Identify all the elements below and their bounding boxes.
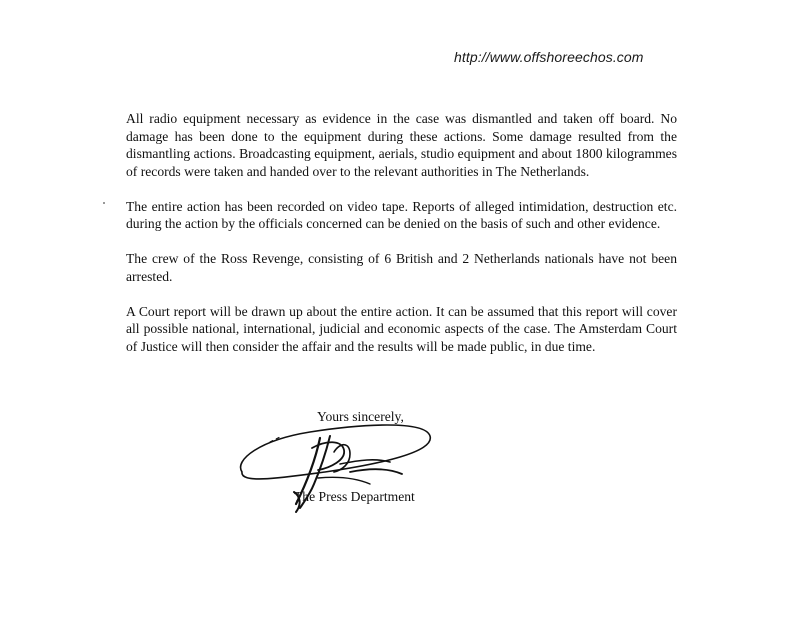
signer-name: The Press Department [294, 489, 415, 504]
scan-speck [103, 202, 105, 204]
paragraph-equipment: All radio equipment necessary as evidence in the case was dismantled and taken off board. No damage has been done to the equipment during these actions. Some damage resulted from the dismantling actions. Broadcasting equipment, aerials, studio equipment and about 1800 kilogrammes of records were taken and handed over to the relevant authorities in The Netherlands. [126, 111, 677, 179]
paragraph-video-tape: The entire action has been recorded on video tape. Reports of alleged intimidation, destruction etc. during the action by the officials concerned can be denied on the basis of such and other evidence. [126, 198, 677, 231]
closing-salutation: Yours sincerely, [317, 409, 404, 424]
paragraph-court-report: A Court report will be drawn up about the entire action. It can be assumed that this report will cover all possible national, international, judicial and economic aspects of the case. The Amsterdam Court of Justice will then consider the affair and the results will be made public, in due time. [126, 303, 677, 354]
signature-icon [230, 412, 450, 522]
paragraph-crew: The crew of the Ross Revenge, consisting of 6 British and 2 Netherlands nationals have not been arrested. [126, 251, 677, 284]
source-url: http://www.offshoreechos.com [454, 49, 644, 65]
letter-body [126, 110, 677, 373]
